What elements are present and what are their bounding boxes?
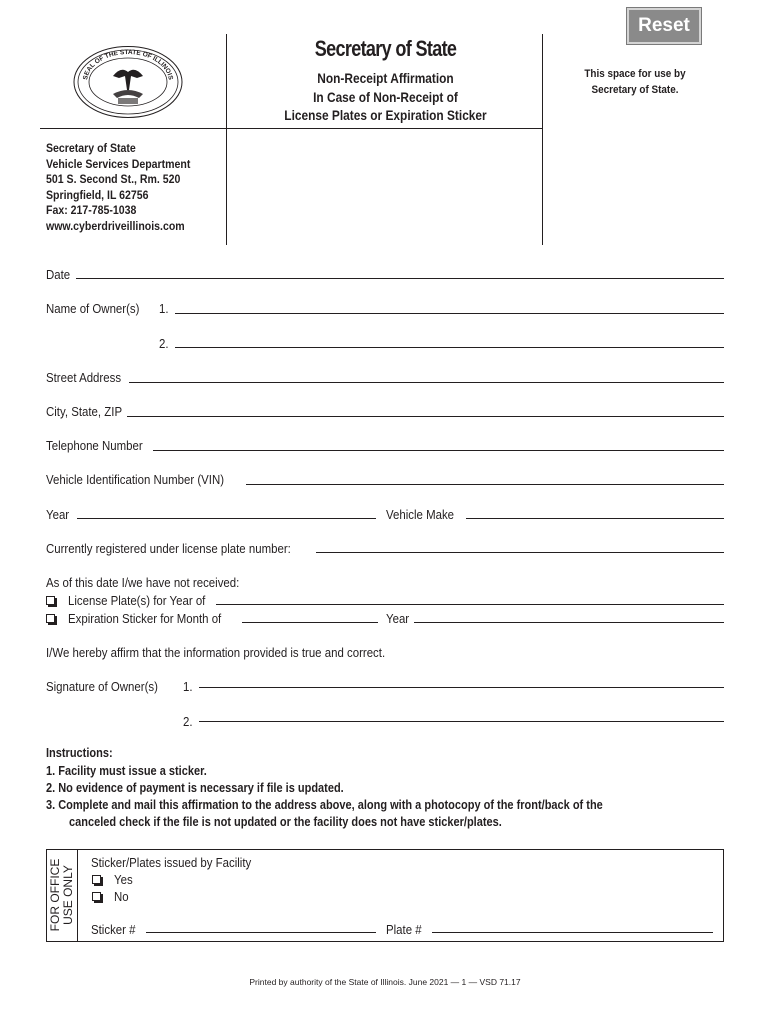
issued-yes-label: Yes	[114, 872, 133, 887]
footer-note: Printed by authority of the State of Illinois. June 2021 — 1 — VSD 71.17	[249, 977, 521, 987]
instruction-item: 2. No evidence of payment is necessary if file is updated.	[46, 781, 344, 795]
sticker-month-field[interactable]	[242, 622, 378, 623]
website-link: www.cyberdriveillinois.com	[46, 219, 185, 233]
sticker-year-field[interactable]	[414, 622, 724, 623]
owner-1-number: 1.	[159, 301, 169, 316]
instructions-heading: Instructions:	[46, 746, 113, 760]
street-address-field[interactable]	[129, 382, 724, 383]
office-use-label-line-1: FOR OFFICE	[48, 858, 62, 932]
sticker-number-field[interactable]	[146, 932, 376, 933]
owner-name-label: Name of Owner(s)	[46, 301, 140, 316]
license-plate-label: Currently registered under license plate number:	[46, 541, 291, 556]
license-plate-field[interactable]	[316, 552, 724, 553]
street-address-label: Street Address	[46, 370, 122, 385]
vehicle-make-label: Vehicle Make	[386, 507, 455, 522]
page-title: Secretary of State	[314, 36, 457, 61]
issued-yes-checkbox[interactable]	[92, 875, 101, 884]
instruction-item-continued: canceled check if the file is not updated or the facility does not have sticker/plates.	[69, 815, 502, 829]
telephone-field[interactable]	[153, 450, 724, 451]
instruction-item: 1. Facility must issue a sticker.	[46, 764, 207, 778]
sticker-year-label: Year	[386, 611, 410, 626]
vin-label: Vehicle Identification Number (VIN)	[46, 472, 225, 487]
issued-no-label: No	[114, 889, 129, 904]
license-plates-checkbox[interactable]	[46, 596, 55, 605]
header-divider-left	[226, 34, 227, 245]
office-use-vertical-label	[49, 850, 75, 940]
address-line: 501 S. Second St., Rm. 520	[46, 172, 181, 186]
expiration-sticker-checkbox[interactable]	[46, 614, 55, 623]
plate-number-label: Plate #	[386, 922, 422, 937]
not-received-label: As of this date I/we have not received:	[46, 575, 240, 590]
signature-1-number: 1.	[183, 679, 193, 694]
office-use-label-line-2: USE ONLY	[61, 865, 75, 925]
year-label: Year	[46, 507, 70, 522]
state-seal-logo	[73, 46, 183, 118]
signature-1-field[interactable]	[199, 687, 724, 688]
owner-name-2-field[interactable]	[175, 347, 724, 348]
seal-text: SEAL OF THE STATE OF ILLINOIS	[82, 48, 174, 81]
header-rule	[40, 128, 543, 129]
sticker-number-label: Sticker #	[91, 922, 136, 937]
vin-field[interactable]	[246, 484, 724, 485]
affirmation-text: I/We hereby affirm that the information provided is true and correct.	[46, 645, 386, 660]
header-divider-right	[542, 34, 543, 245]
issued-no-checkbox[interactable]	[92, 892, 101, 901]
instruction-item: 3. Complete and mail this affirmation to the address above, along with a photocopy of the front/back of the	[46, 798, 603, 812]
date-label: Date	[46, 267, 71, 282]
office-space-note-2: Secretary of State.	[591, 84, 679, 96]
year-field[interactable]	[77, 518, 376, 519]
address-line: Vehicle Services Department	[46, 157, 191, 171]
city-state-zip-label: City, State, ZIP	[46, 404, 123, 419]
signature-label: Signature of Owner(s)	[46, 679, 158, 694]
subtitle-line-2: In Case of Non-Receipt of	[313, 89, 458, 105]
date-field[interactable]	[76, 278, 724, 279]
issued-by-facility-label: Sticker/Plates issued by Facility	[91, 855, 252, 870]
license-plates-year-field[interactable]	[216, 604, 724, 605]
city-state-zip-field[interactable]	[127, 416, 724, 417]
reset-button[interactable]: Reset	[627, 8, 701, 44]
expiration-sticker-option-label: Expiration Sticker for Month of	[68, 611, 222, 626]
owner-2-number: 2.	[159, 336, 169, 351]
telephone-label: Telephone Number	[46, 438, 143, 453]
plate-number-field[interactable]	[432, 932, 713, 933]
office-space-note-1: This space for use by	[584, 68, 686, 80]
license-plates-option-label: License Plate(s) for Year of	[68, 593, 206, 608]
signature-2-number: 2.	[183, 714, 193, 729]
owner-name-1-field[interactable]	[175, 313, 724, 314]
signature-2-field[interactable]	[199, 721, 724, 722]
address-line: Fax: 217-785-1038	[46, 203, 137, 217]
address-line: Secretary of State	[46, 141, 136, 155]
vehicle-make-field[interactable]	[466, 518, 724, 519]
address-line: Springfield, IL 62756	[46, 188, 149, 202]
subtitle-line-3: License Plates or Expiration Sticker	[284, 107, 487, 123]
subtitle-line-1: Non-Receipt Affirmation	[317, 70, 454, 86]
